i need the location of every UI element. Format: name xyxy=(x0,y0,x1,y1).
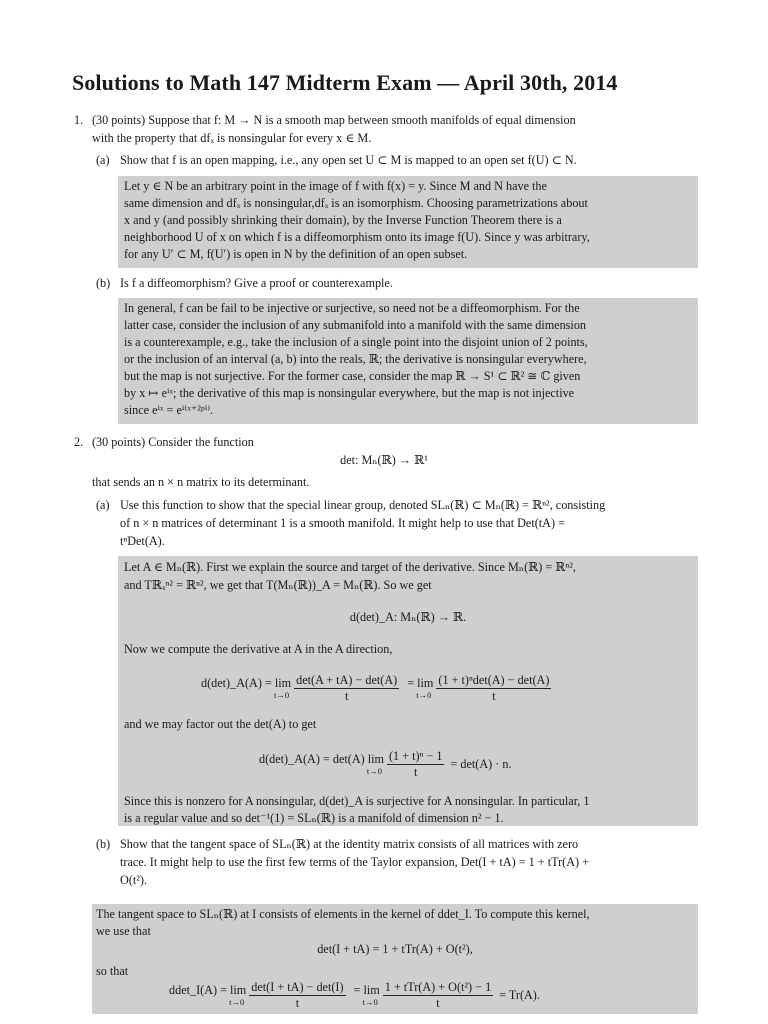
solution-2a-line-6: is a regular value and so det⁻¹(1) = SLₙ(ℝ) is a manifold of dimension n² − 1. xyxy=(124,811,504,825)
problem-2-display-equation: det: Mₙ(ℝ) → ℝ¹ xyxy=(340,453,428,467)
solution-1b-line: latter case, consider the inclusion of any submanifold into a manifold with the same dimension xyxy=(124,318,587,332)
problem-2a-question-line: Use this function to show that the special linear group, denoted SLₙ(ℝ) ⊂ Mₙ(ℝ) = ℝⁿ², consisting xyxy=(120,498,606,512)
problem-2a-label: (a) xyxy=(96,498,110,512)
eq4-denominator-1: t xyxy=(295,995,300,1010)
problem-2b-question-line: Show that the tangent space of SLₙ(ℝ) at the identity matrix consists of all matrices with zero xyxy=(120,837,579,851)
solution-1a-line: for any U′ ⊂ M, f(U′) is open in N by the definition of an open subset. xyxy=(124,247,468,261)
eq4-numerator-1: det(I + tA) − det(I) xyxy=(251,979,344,994)
problem-2-intro-line-2: that sends an n × n matrix to its determinant. xyxy=(92,475,310,489)
eq4-numerator-2: 1 + tTr(A) + O(t²) − 1 xyxy=(384,979,492,994)
solution-2b-line-1: The tangent space to SLₙ(ℝ) at I consists of elements in the kernel of ddet_I. To compute this kernel, xyxy=(96,907,590,921)
eq2-lim-subscript: t→0 xyxy=(274,690,290,700)
problem-2b-label: (b) xyxy=(96,837,111,851)
eq3-rhs: = det(A) · n. xyxy=(450,756,512,771)
solution-1a-box xyxy=(118,176,698,268)
solution-1b-box xyxy=(118,298,698,424)
solution-1b-line: but the map is not surjective. For the former case, consider the map ℝ → S¹ ⊂ ℝ² ≅ ℂ given xyxy=(124,369,581,383)
eq2-numerator-1: det(A + tA) − det(A) xyxy=(296,672,398,687)
solution-1a-line: x and y (and possibly shrinking their domain), by the Inverse Function Theorem there is a xyxy=(124,213,562,227)
problem-1b-label: (b) xyxy=(96,276,111,290)
solution-2a-line-5: Since this is nonzero for A nonsingular, d(det)_A is surjective for A nonsingular. In particular, 1 xyxy=(124,794,590,808)
solution-2a-equation-3 xyxy=(258,744,512,784)
eq2-lhs: d(det)_A(A) = lim xyxy=(201,676,292,690)
problem-2-number: 2. xyxy=(74,435,84,449)
eq3-denominator: t xyxy=(414,764,418,779)
solution-1b-line: is a counterexample, e.g., take the inclusion of a single point into the disjoint union of 2 points, xyxy=(124,335,588,349)
problem-2b-question-line: trace. It might help to use the first few terms of the Taylor expansion, Det(I + tA) = 1 + tTr(A) + xyxy=(120,855,590,869)
solution-2a-line-4: and we may factor out the det(A) to get xyxy=(124,717,317,731)
solution-1a-line: Let y ∈ N be an arbitrary point in the image of f with f(x) = y. Since M and N have the xyxy=(124,179,547,193)
solution-2b-box xyxy=(92,904,698,1014)
solution-2a-box xyxy=(118,556,698,826)
problem-1a-label: (a) xyxy=(96,153,110,167)
problem-2a-question-line: tⁿDet(A). xyxy=(120,534,165,548)
solution-1a-line: neighborhood U of x on which f is a diffeomorphism onto its image f(U). Since y was arbitrary, xyxy=(124,230,590,244)
solution-2b-equation-1: det(I + tA) = 1 + tTr(A) + O(t²), xyxy=(317,942,473,956)
eq2-denominator-2: t xyxy=(492,688,496,703)
solution-1b-line: or the inclusion of an interval (a, b) into the reals, ℝ; the derivative is nonsingular everywhere, xyxy=(124,352,587,366)
solution-2a-line-1: Let A ∈ Mₙ(ℝ). First we explain the source and target of the derivative. Since Mₙ(ℝ) = ℝⁿ², xyxy=(124,560,576,574)
eq2-lim-subscript-2: t→0 xyxy=(416,690,432,700)
eq2-mid: = lim xyxy=(407,676,434,690)
problem-1-intro-line-1: (30 points) Suppose that f: M → N is a smooth map between smooth manifolds of equal dimension xyxy=(92,113,576,127)
eq4-lim-subscript-2: t→0 xyxy=(362,997,378,1007)
solution-1b-line: since eⁱˣ = eⁱ⁽ˣ⁺²ᵖⁱ⁾. xyxy=(124,403,214,417)
solution-2a-line-2: and Tℝₓⁿ² = ℝⁿ², we get that T(Mₙ(ℝ))_A = Mₙ(ℝ). So we get xyxy=(124,578,432,592)
eq4-denominator-2: t xyxy=(436,995,440,1010)
problem-1b-question: Is f a diffeomorphism? Give a proof or counterexample. xyxy=(120,276,393,290)
solution-1a-line: same dimension and dfₓ is nonsingular,dfₓ is an isomorphism. Choosing parametrizations about xyxy=(124,196,588,210)
eq4-mid: = lim xyxy=(353,983,380,997)
problem-2b-question-line: O(t²). xyxy=(120,873,148,887)
solution-2b-line-2: we use that xyxy=(96,924,151,938)
solution-1b-line: In general, f can be fail to be injective or surjective, so need not be a diffeomorphism. For the xyxy=(124,301,580,315)
solution-2a-line-3: Now we compute the derivative at A in the A direction, xyxy=(124,642,393,656)
solution-2b-equation-2 xyxy=(168,976,540,1014)
eq3-lhs: d(det)_A(A) = det(A) lim xyxy=(259,752,384,766)
problem-1-intro-line-2: with the property that dfₓ is nonsingular for every x ∈ M. xyxy=(92,131,372,145)
eq2-denominator-1: t xyxy=(344,688,349,703)
page-title: Solutions to Math 147 Midterm Exam — April 30th, 2014 xyxy=(72,70,618,95)
solution-2b-line-3: so that xyxy=(96,964,129,978)
problem-1a-question: Show that f is an open mapping, i.e., any open set U ⊂ M is mapped to an open set f(U) ⊂ N. xyxy=(120,153,577,167)
solution-2a-equation-1: d(det)_A: Mₙ(ℝ) → ℝ. xyxy=(349,610,467,624)
solution-1b-line: by x ↦ eⁱˣ; the derivative of this map is nonsingular everywhere, but the map is not injective xyxy=(124,386,575,400)
problem-2a-question-line: of n × n matrices of determinant 1 is a smooth manifold. It might help to use that Det(tA) = xyxy=(120,516,565,530)
eq2-numerator-2: (1 + t)ⁿdet(A) − det(A) xyxy=(438,672,550,687)
eq4-rhs: = Tr(A). xyxy=(499,987,540,1002)
problem-2-intro-line-1: (30 points) Consider the function xyxy=(92,435,254,449)
solution-2a-equation-2 xyxy=(200,668,553,708)
problem-1-number: 1. xyxy=(74,113,84,127)
eq3-lim-subscript: t→0 xyxy=(366,766,382,776)
eq4-lim-subscript: t→0 xyxy=(229,997,245,1007)
eq3-numerator: (1 + t)ⁿ − 1 xyxy=(389,748,443,763)
eq4-lhs: ddet_I(A) = lim xyxy=(169,983,247,997)
